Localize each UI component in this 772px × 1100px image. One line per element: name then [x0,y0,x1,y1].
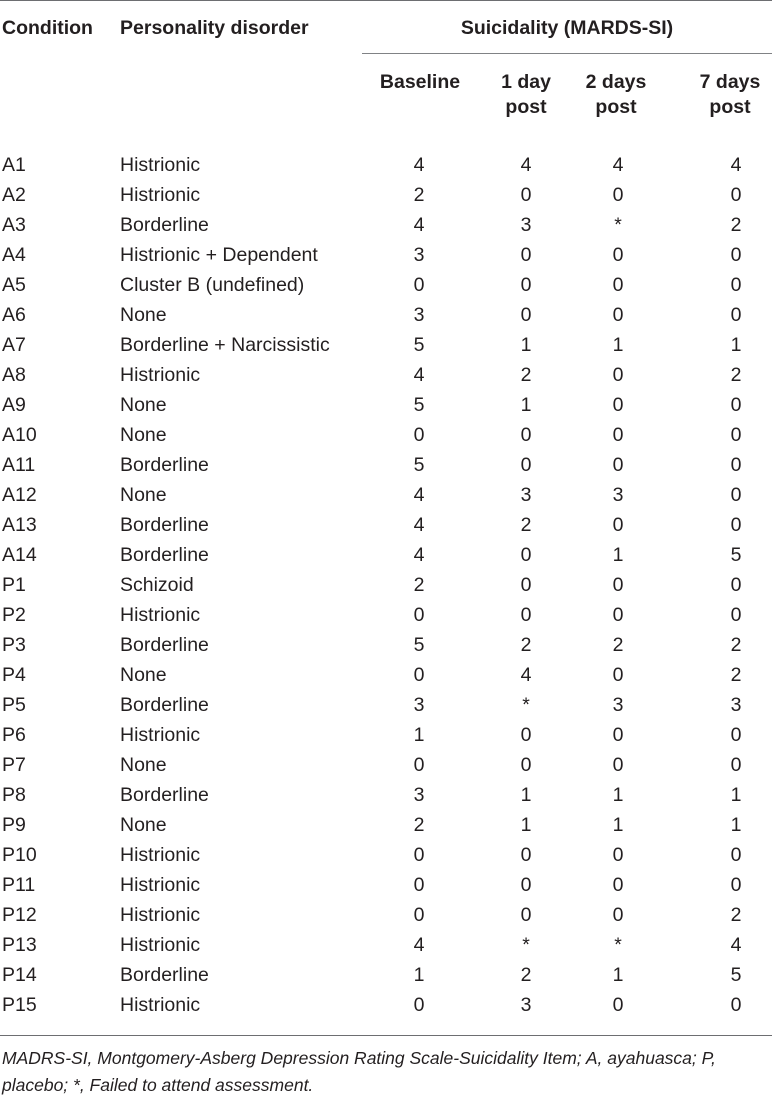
header-7-days-post-line2: post [709,96,751,118]
table-row [0,690,772,720]
condition-cell: A4 [2,244,26,266]
day1-post-cell: 3 [520,214,532,236]
day7-post-cell: 2 [730,664,742,686]
day1-post-cell: 0 [520,244,532,266]
table-row [0,900,772,930]
day1-post-cell: 2 [520,634,532,656]
day7-post-cell: 0 [730,574,742,596]
condition-cell: A9 [2,394,26,416]
personality-disorder-cell: Borderline [120,784,209,806]
baseline-cell: 4 [413,214,425,236]
header-1-day-post [480,70,572,120]
condition-cell: A6 [2,304,26,326]
day2-post-cell: 0 [612,724,624,746]
header-2-days-post-line2: post [595,96,637,118]
table-row [0,450,772,480]
day2-post-cell: 2 [612,634,624,656]
personality-disorder-cell: Histrionic [120,184,201,206]
personality-disorder-cell: Histrionic [120,154,201,176]
day2-post-cell: 1 [612,814,624,836]
table-row [0,420,772,450]
condition-cell: A7 [2,334,26,356]
condition-cell: A13 [2,514,37,536]
day7-post-cell: 4 [730,154,742,176]
bottom-rule [0,1035,772,1036]
table-row [0,660,772,690]
day1-post-cell: * [522,934,530,956]
condition-cell: P1 [2,574,26,596]
baseline-cell: 4 [413,934,425,956]
baseline-cell: 0 [413,754,425,776]
day1-post-cell: 0 [520,724,532,746]
condition-cell: A2 [2,184,26,206]
day2-post-cell: 0 [612,364,624,386]
baseline-cell: 2 [413,184,425,206]
condition-cell: P11 [2,874,36,896]
table-row [0,840,772,870]
day2-post-cell: * [614,934,622,956]
day1-post-cell: 0 [520,754,532,776]
condition-cell: P10 [2,844,37,866]
header-suicidality-group: Suicidality (MARDS-SI) [460,17,674,39]
table-body [0,150,772,1020]
baseline-cell: 3 [413,694,425,716]
day1-post-cell: 1 [520,814,532,836]
day7-post-cell: 5 [730,544,742,566]
day1-post-cell: 0 [520,544,532,566]
day7-post-cell: 0 [730,454,742,476]
header-2-days-post-line1: 2 days [585,71,647,93]
day7-post-cell: 0 [730,604,742,626]
day2-post-cell: 4 [612,154,624,176]
table-row [0,720,772,750]
day2-post-cell: 3 [612,694,624,716]
personality-disorder-cell: Borderline [120,544,209,566]
condition-cell: P2 [2,604,26,626]
baseline-cell: 4 [413,484,425,506]
personality-disorder-cell: Borderline [120,214,209,236]
day7-post-cell: 3 [730,694,742,716]
condition-cell: A11 [2,454,36,476]
personality-disorder-cell: Histrionic [120,364,201,386]
header-condition: Condition [2,17,93,39]
header-7-days-post [689,70,771,120]
condition-cell: A3 [2,214,26,236]
baseline-cell: 0 [413,274,425,296]
header-baseline-line1: Baseline [379,71,461,93]
day2-post-cell: * [614,214,622,236]
header-1-day-post-line2: post [505,96,547,118]
day7-post-cell: 0 [730,184,742,206]
condition-cell: P5 [2,694,26,716]
baseline-cell: 3 [413,244,425,266]
day2-post-cell: 0 [612,244,624,266]
baseline-cell: 1 [413,964,425,986]
day7-post-cell: 2 [730,364,742,386]
personality-disorder-cell: Borderline [120,634,209,656]
baseline-cell: 3 [413,784,425,806]
day7-post-cell: 1 [730,814,742,836]
day7-post-cell: 0 [730,874,742,896]
baseline-cell: 2 [413,574,425,596]
day7-post-cell: 0 [730,514,742,536]
day1-post-cell: 4 [520,154,532,176]
personality-disorder-cell: None [120,484,167,506]
day1-post-cell: 1 [520,394,532,416]
group-underline [362,53,772,54]
top-rule [0,0,772,1]
condition-cell: A1 [2,154,26,176]
day1-post-cell: 2 [520,964,532,986]
baseline-cell: 5 [413,454,425,476]
table-row [0,990,772,1020]
condition-cell: A5 [2,274,26,296]
condition-cell: P14 [2,964,37,986]
baseline-cell: 5 [413,634,425,656]
day7-post-cell: 4 [730,934,742,956]
day2-post-cell: 0 [612,184,624,206]
day2-post-cell: 0 [612,604,624,626]
table-row [0,300,772,330]
day7-post-cell: 5 [730,964,742,986]
table-row [0,780,772,810]
day2-post-cell: 0 [612,304,624,326]
personality-disorder-cell: Histrionic [120,934,201,956]
personality-disorder-cell: Histrionic + Dependent [120,244,318,266]
day2-post-cell: 3 [612,484,624,506]
day2-post-cell: 1 [612,334,624,356]
baseline-cell: 0 [413,664,425,686]
day2-post-cell: 0 [612,394,624,416]
day1-post-cell: 2 [520,514,532,536]
personality-disorder-cell: Histrionic [120,724,201,746]
personality-disorder-cell: Histrionic [120,844,201,866]
day7-post-cell: 0 [730,994,742,1016]
day1-post-cell: 0 [520,184,532,206]
day7-post-cell: 0 [730,844,742,866]
baseline-cell: 1 [413,724,425,746]
table-row [0,750,772,780]
baseline-cell: 4 [413,514,425,536]
table-row [0,960,772,990]
personality-disorder-cell: Borderline + Narcissistic [120,334,330,356]
personality-disorder-cell: Histrionic [120,994,201,1016]
personality-disorder-cell: Histrionic [120,604,201,626]
personality-disorder-cell: Borderline [120,964,209,986]
personality-disorder-cell: Histrionic [120,874,201,896]
day2-post-cell: 0 [612,844,624,866]
day1-post-cell: 0 [520,604,532,626]
condition-cell: P13 [2,934,37,956]
baseline-cell: 0 [413,874,425,896]
baseline-cell: 0 [413,904,425,926]
condition-cell: A14 [2,544,37,566]
table-row [0,390,772,420]
condition-cell: A8 [2,364,26,386]
day7-post-cell: 0 [730,754,742,776]
day1-post-cell: 0 [520,844,532,866]
personality-disorder-cell: None [120,754,167,776]
personality-disorder-cell: Schizoid [120,574,194,596]
baseline-cell: 0 [413,994,425,1016]
table-row [0,360,772,390]
day7-post-cell: 0 [730,424,742,446]
day7-post-cell: 2 [730,904,742,926]
personality-disorder-cell: Cluster B (undefined) [120,274,305,296]
table-row [0,510,772,540]
condition-cell: P7 [2,754,26,776]
condition-cell: A12 [2,484,37,506]
baseline-cell: 0 [413,604,425,626]
day2-post-cell: 0 [612,874,624,896]
baseline-cell: 4 [413,364,425,386]
table-row [0,930,772,960]
day2-post-cell: 0 [612,994,624,1016]
condition-cell: P3 [2,634,26,656]
day7-post-cell: 1 [730,784,742,806]
table-footnote: MADRS-SI, Montgomery-Asberg Depression Rating Scale-Suicidality Item; A, ayahuasca; P, placebo; *, Failed to attend assessment. [2,1048,716,1095]
day1-post-cell: * [522,694,530,716]
day2-post-cell: 1 [612,544,624,566]
day1-post-cell: 0 [520,424,532,446]
day2-post-cell: 0 [612,514,624,536]
personality-disorder-cell: Borderline [120,514,209,536]
baseline-cell: 4 [413,154,425,176]
day1-post-cell: 3 [520,484,532,506]
table-row [0,630,772,660]
personality-disorder-cell: None [120,424,167,446]
condition-cell: P8 [2,784,26,806]
personality-disorder-cell: Histrionic [120,904,201,926]
table-row [0,330,772,360]
day7-post-cell: 2 [730,214,742,236]
day1-post-cell: 0 [520,274,532,296]
day7-post-cell: 0 [730,394,742,416]
day2-post-cell: 0 [612,574,624,596]
table-row [0,210,772,240]
condition-cell: P4 [2,664,26,686]
personality-disorder-cell: Borderline [120,454,209,476]
table-row [0,810,772,840]
condition-cell: P12 [2,904,37,926]
day7-post-cell: 1 [730,334,742,356]
day1-post-cell: 2 [520,364,532,386]
header-7-days-post-line1: 7 days [699,71,761,93]
day2-post-cell: 1 [612,784,624,806]
day1-post-cell: 0 [520,454,532,476]
day1-post-cell: 3 [520,994,532,1016]
day2-post-cell: 0 [612,754,624,776]
condition-cell: P6 [2,724,26,746]
table-row [0,180,772,210]
table-row [0,150,772,180]
header-baseline [370,70,470,95]
day1-post-cell: 1 [520,334,532,356]
baseline-cell: 5 [413,394,425,416]
day7-post-cell: 0 [730,724,742,746]
day1-post-cell: 0 [520,304,532,326]
day7-post-cell: 0 [730,484,742,506]
table-row [0,570,772,600]
day2-post-cell: 1 [612,964,624,986]
day7-post-cell: 0 [730,244,742,266]
day1-post-cell: 1 [520,784,532,806]
day2-post-cell: 0 [612,274,624,296]
table-row [0,540,772,570]
baseline-cell: 5 [413,334,425,356]
personality-disorder-cell: None [120,394,167,416]
day1-post-cell: 4 [520,664,532,686]
day7-post-cell: 2 [730,634,742,656]
table-row [0,240,772,270]
day2-post-cell: 0 [612,664,624,686]
header-2-days-post [565,70,667,120]
baseline-cell: 2 [413,814,425,836]
personality-disorder-cell: None [120,304,167,326]
personality-disorder-cell: None [120,814,167,836]
table-row [0,480,772,510]
day2-post-cell: 0 [612,904,624,926]
day1-post-cell: 0 [520,904,532,926]
header-personality-disorder: Personality disorder [120,17,309,39]
day7-post-cell: 0 [730,274,742,296]
table-row [0,600,772,630]
condition-cell: P15 [2,994,37,1016]
day7-post-cell: 0 [730,304,742,326]
condition-cell: A10 [2,424,37,446]
day1-post-cell: 0 [520,574,532,596]
table-row [0,870,772,900]
personality-disorder-cell: Borderline [120,694,209,716]
day1-post-cell: 0 [520,874,532,896]
table-row [0,270,772,300]
personality-disorder-cell: None [120,664,167,686]
header-1-day-post-line1: 1 day [501,71,551,93]
condition-cell: P9 [2,814,26,836]
baseline-cell: 0 [413,424,425,446]
baseline-cell: 0 [413,844,425,866]
baseline-cell: 3 [413,304,425,326]
day2-post-cell: 0 [612,454,624,476]
baseline-cell: 4 [413,544,425,566]
day2-post-cell: 0 [612,424,624,446]
